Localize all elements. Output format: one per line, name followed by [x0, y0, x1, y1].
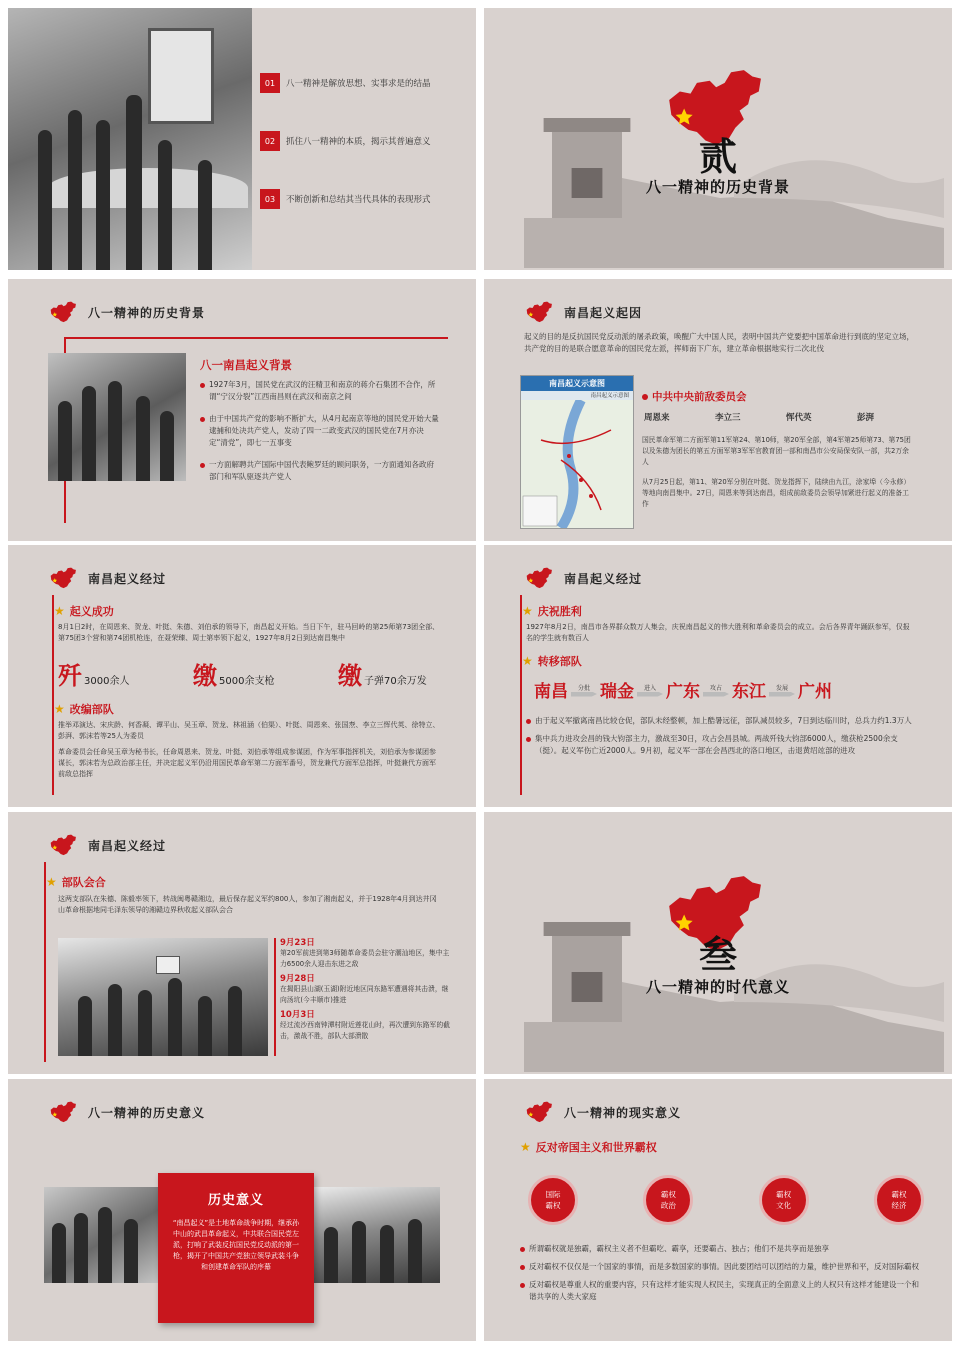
bullet-list: [526, 715, 916, 757]
battle-photo: [310, 1187, 440, 1283]
slide-title-text: 南昌起义起因: [564, 305, 643, 320]
agenda-text: 八一精神是解放思想、实事求是的结晶: [286, 79, 431, 89]
hegemony-circle: 霸权文化: [759, 1175, 809, 1225]
bullet-list: [520, 1243, 920, 1303]
section-heading: ★ 改编部队: [54, 702, 114, 716]
route-city: 东江: [732, 682, 766, 702]
timeline-event: [280, 972, 450, 1005]
section-subtitle: 八一精神的时代意义: [645, 978, 790, 996]
section-heading: ★ 部队会合: [46, 875, 106, 889]
bullet-item: 1927年3月，国民党在武汉的汪精卫和南京的蒋介石集团不合作，所谓“宁汉分裂”江西南昌则在武汉和南京之间: [200, 379, 440, 403]
star-icon: ★: [54, 702, 65, 716]
member-name: 李立三: [714, 413, 741, 423]
success-paragraph: 8月1日2时，在周恩来、贺龙、叶挺、朱德、刘伯承的领导下，南昌起义开始。当日下午，驻马回岭的第25师第73团全部、第75团3个营和第74团机枪连，在聂荣臻、周士第率领下起义，1927年8月2日到达南昌集中: [58, 623, 440, 642]
bullet-item: 反对霸权不仅仅是一个国家的事情，而是多数国家的事情。因此要团结可以团结的力量，维护世界和平，反对国际霸权: [520, 1261, 920, 1273]
arrow-right-icon: 进入: [637, 683, 663, 697]
slide-title-text: 南昌起义经过: [564, 571, 643, 586]
china-map-icon: [44, 834, 82, 856]
route-city: 南昌: [534, 682, 568, 702]
route-city: 广州: [798, 682, 832, 702]
accent-line: [52, 595, 54, 795]
section-number-char: 贰: [698, 135, 737, 179]
star-icon: ★: [520, 1140, 531, 1154]
china-map-icon: [520, 1101, 558, 1123]
committee-paragraph: 革命委员会任命吴玉章为秘书长，任命周恩来、贺龙、叶挺、刘伯承等组成参谋团，作为军事指挥机关，刘伯承为参谋团参谋长，郭沫若为总政治部主任，并决定起义军仍沿用国民革命军第二方面军番号，贺龙兼代方面军总指挥，叶挺兼代方面军前敌总指挥: [58, 748, 436, 778]
agenda-text: 不断创新和总结其当代具体的表现形式: [286, 195, 431, 205]
arrow-right-icon: 攻占: [703, 683, 729, 697]
bullet-item: 反对霸权是尊重人权的重要内容，只有这样才能实现人权民主，实现真正的全面意义上的人权只有这样才能建设一个和谐共享的人类大家庭: [520, 1279, 920, 1303]
hegemony-circles: [528, 1175, 924, 1225]
significance-box: [158, 1173, 314, 1323]
star-icon: ★: [54, 604, 65, 618]
slide-title: [44, 301, 205, 323]
box-title: 历史意义: [207, 1193, 264, 1208]
event-text: 在揭阳县山湖(玉湖)附近地区同东路军遭遇将其击溃，继向汤坑(今丰顺市)推进: [280, 985, 449, 1004]
timeline-event: [280, 936, 450, 969]
slide-title-text: 南昌起义经过: [88, 571, 167, 586]
section-number-char: 叁: [698, 933, 737, 977]
slide-title: [44, 1101, 205, 1123]
forces-paragraph: 国民革命军第二方面军第11军第24、第10师，第20军全部，第4军第25师第73、第75团以及朱德为团长的第五方面军第3军军官教育团一部和南昌市公安局保安队一部，共2万余人: [642, 436, 911, 466]
hegemony-circle: 霸权经济: [874, 1175, 924, 1225]
slide-2-section-divider: [484, 8, 952, 270]
slide-1-agenda: [8, 8, 476, 270]
agenda-item-1: [260, 73, 431, 93]
slide-5-process: [8, 545, 476, 807]
agenda-number: 03: [260, 189, 280, 209]
stat-item: 缴 子弹70余万发: [338, 662, 427, 690]
bullet-item: 由于起义军撤离南昌比较仓促，部队未经整顿，加上酷暑远征，部队减员较多，7日到达临川时，总兵力约1.3万人: [526, 715, 916, 727]
slide-10-contemporary-significance: [484, 1079, 952, 1341]
slide-7-process: [8, 812, 476, 1074]
celebration-paragraph: 1927年8月2日，南昌市各界群众数万人集会，庆祝南昌起义的伟大胜利和革命委员会的成立。会后各界青年踊跃参军，仅报名的学生就有数百人: [526, 623, 910, 642]
stats-row: [58, 657, 448, 691]
timeline-line: [274, 938, 276, 1056]
committee-members: [644, 411, 874, 423]
map-title: 南昌起义示意图: [521, 376, 633, 391]
section-heading: ★ 起义成功: [54, 604, 114, 618]
event-text: 第20军前进到第3师随革命委员会驻守潮汕地区，集中主力6500余人迎击东进之敌: [280, 949, 450, 968]
slide-8-section-divider: [484, 812, 952, 1074]
slide-6-process: [484, 545, 952, 807]
slide-title: [44, 834, 166, 856]
stat-item: 缴 5000余支枪: [193, 662, 275, 690]
arrow-right-icon: 发展: [769, 683, 795, 697]
timeline: [280, 936, 450, 1041]
star-icon: ★: [522, 654, 533, 668]
event-date: 9月28日: [280, 974, 315, 984]
slide-title-text: 八一精神的历史背景: [88, 305, 206, 320]
stat-item: 歼 3000余人: [58, 662, 130, 690]
member-name: 恽代英: [785, 413, 812, 423]
map-subtitle: 南昌起义示意图: [590, 393, 629, 399]
intro-paragraph: 起义的目的是反抗国民党反动派的屠杀政策，唤醒广大中国人民，表明中国共产党要把中国革命进行到底的坚定立场，共产党的目的是联合愿意革命的国民党左派，挥师南下广东，建立革命根据地实行二次北伐: [524, 332, 914, 353]
agenda-text: 抓住八一精神的本质，揭示其普遍意义: [286, 137, 431, 147]
route-flow: [534, 677, 934, 702]
slide-9-historical-significance: [8, 1079, 476, 1341]
historical-photo: [48, 353, 186, 481]
timeline-paragraph: 从7月25日起，第11、第20军分别在叶挺、贺龙指挥下，陆续由九江，涂家埠（今永修）等地向南昌集中。27日，周恩来等到达南昌，组成前敌委员会领导加紧进行起义的准备工作: [642, 478, 911, 508]
slide-title-text: 八一精神的现实意义: [564, 1105, 682, 1120]
agenda-item-2: [260, 131, 431, 151]
slide-title: [520, 301, 642, 323]
merge-paragraph: 这两支部队在朱德、陈毅率领下，转战闽粤赣湘边，最后保存起义军约800人，参加了湘南起义，并于1928年4月到达井冈山革命根据地同毛泽东领导的湘赣边界秋收起义部队会合: [58, 895, 437, 914]
agenda-item-3: [260, 189, 431, 209]
hegemony-circle: 国际霸权: [528, 1175, 578, 1225]
accent-line: [520, 595, 522, 795]
china-map-icon: [44, 301, 82, 323]
event-date: 9月23日: [280, 938, 315, 948]
bullet-item: 所谓霸权就是独霸，霸权主义者不但霸吃、霸享，还要霸占、独占；他们不是共享而是独享: [520, 1243, 920, 1255]
section-heading: 八一南昌起义背景: [200, 358, 292, 372]
accent-line: [64, 337, 448, 339]
china-map-icon: [520, 301, 558, 323]
section-heading: ★ 庆祝胜利: [522, 604, 582, 618]
hegemony-circle: 霸权政治: [643, 1175, 693, 1225]
china-map-icon: [44, 567, 82, 589]
bullet-item: 由于中国共产党的影响不断扩大，从4月起南京等地的国民党开始大量逮捕和处决共产党人，发动了四一二政变武汉的国民党在7月亦决定“清党”，即七一五事变: [200, 413, 440, 449]
historical-photo: [44, 1187, 158, 1283]
battle-photo: [58, 938, 268, 1056]
slide-title-text: 南昌起义经过: [88, 838, 167, 853]
bullet-item: 集中兵力进攻会昌的钱大钧部主力，激战至30日，攻占会昌县城。两战歼钱大钧部6000人，缴获枪2500余支（挺）。起义军伤亡近2000人。9月初，起义军一部在会昌西北的洛口地区，击退黄绍竑部的进攻: [526, 733, 916, 757]
reorganize-paragraph: 推举邓演达、宋庆龄、何香凝、谭平山、吴玉章、贺龙、林祖涵（伯渠）、叶挺、周恩来、张国焘、李立三恽代英、徐特立、彭湃、郭沫若等25人为委员: [58, 721, 440, 740]
agenda-number: 02: [260, 131, 280, 151]
timeline-event: [280, 1008, 450, 1041]
member-name: 彭湃: [856, 413, 874, 423]
route-city: 广东: [666, 682, 700, 702]
event-date: 10月3日: [280, 1010, 315, 1020]
bullet-item: 一方面解聘共产国际中国代表鲍罗廷的顾问职务，一方面通知各政府部门和军队驱逐共产党人: [200, 459, 440, 483]
star-icon: ★: [46, 875, 57, 889]
slide-4-cause: [484, 279, 952, 541]
slide-title-text: 八一精神的历史意义: [88, 1105, 206, 1120]
event-text: 经过流沙西南钟潭村附近莲花山时，再次遭到东路军的截击，激战不胜，部队大部溃散: [280, 1021, 450, 1040]
box-text: “南昌起义”是土地革命战争时期，继承孙中山的武昌革命起义，中共联合国民党左派，打响了武装反抗国民党反动派的第一枪，揭开了中国共产党独立领导武装斗争和创建革命军队的序幕: [172, 1219, 300, 1271]
china-map-icon: [520, 567, 558, 589]
committee-heading: 中共中央前敌委员会: [642, 389, 747, 404]
uprising-map: [520, 375, 634, 529]
section-subtitle: 八一精神的历史背景: [645, 178, 790, 196]
china-map-icon: [44, 1101, 82, 1123]
arrow-right-icon: 分批: [571, 683, 597, 697]
accent-line: [44, 862, 46, 1062]
route-city: 瑞金: [600, 682, 634, 702]
slide-3-background: [8, 279, 476, 541]
slide-title: [520, 1101, 681, 1123]
map-graphic: [521, 400, 633, 528]
section-heading: ★ 转移部队: [522, 654, 582, 668]
slide-title: [44, 567, 166, 589]
slide-title: [520, 567, 642, 589]
star-icon: ★: [522, 604, 533, 618]
section-heading: ★ 反对帝国主义和世界霸权: [520, 1140, 657, 1154]
bullet-list: [200, 379, 440, 483]
agenda-number: 01: [260, 73, 280, 93]
member-name: 周恩来: [644, 413, 670, 423]
historical-photo: [8, 8, 252, 270]
